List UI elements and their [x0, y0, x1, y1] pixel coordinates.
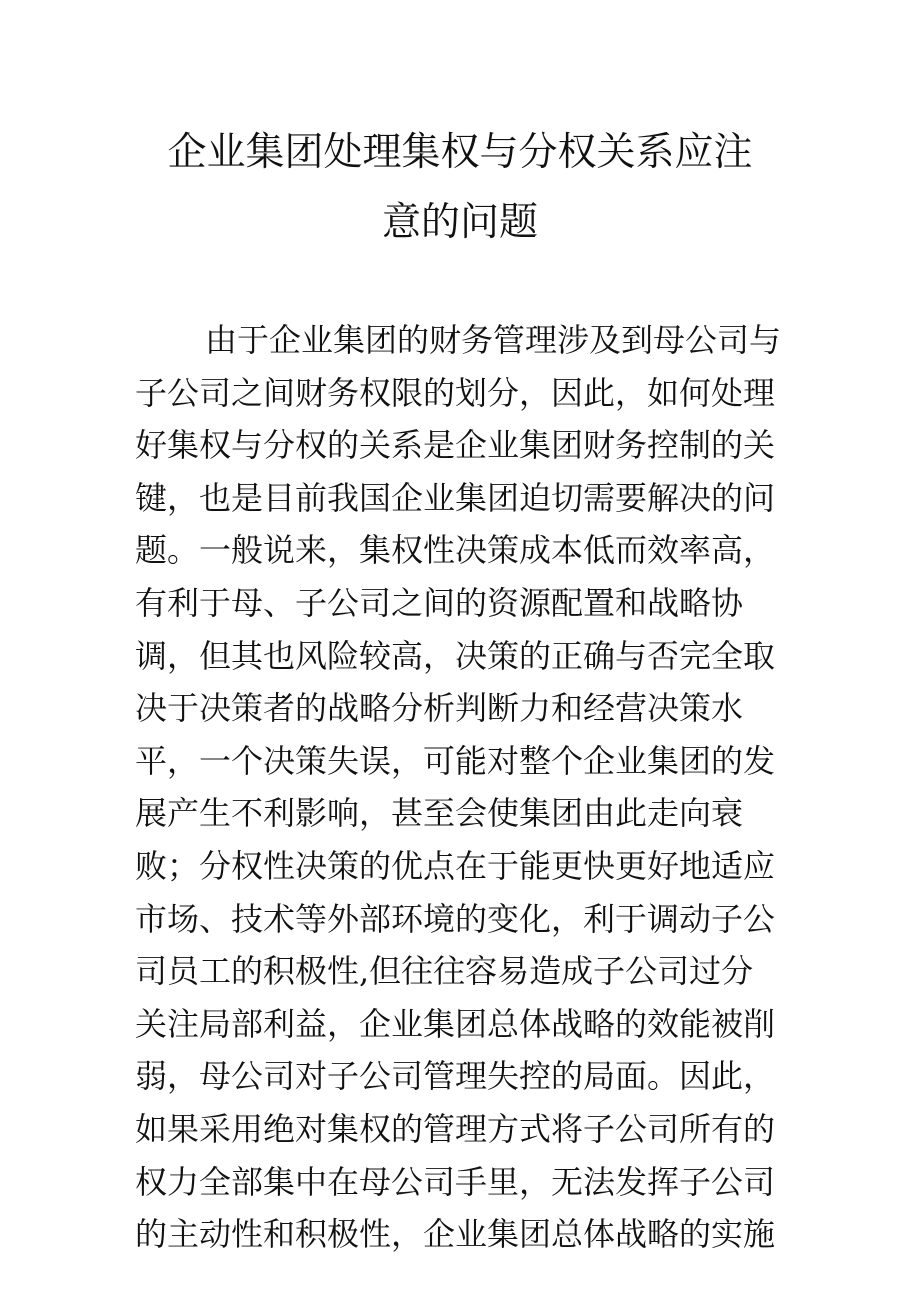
paragraph-line: 键，也是目前我国企业集团迫切需要解决的问	[135, 478, 776, 517]
body-paragraph	[135, 314, 795, 1261]
title-line-2: 意的问题	[381, 200, 538, 245]
paragraph-line: 好集权与分权的关系是企业集团财务控制的关	[135, 426, 776, 465]
paragraph-line: 弱，母公司对子公司管理失控的局面。因此，	[135, 1057, 776, 1096]
paragraph-line: 平，一个决策失误，可能对整个企业集团的发	[135, 741, 776, 780]
paragraph-line: 由于企业集团的财务管理涉及到母公司与	[205, 321, 782, 359]
paragraph-line: 决于决策者的战略分析判断力和经营决策水	[135, 689, 744, 728]
title-line-1: 企业集团处理集权与分权关系应注	[167, 130, 753, 175]
paragraph-line: 关注局部利益，企业集团总体战略的效能被削	[135, 1004, 776, 1043]
paragraph-line: 权力全部集中在母公司手里，无法发挥子公司	[135, 1162, 776, 1201]
paragraph-line: 子公司之间财务权限的划分，因此，如何处理	[135, 373, 776, 412]
paragraph-line: 题。一般说来，集权性决策成本低而效率高，	[135, 531, 776, 570]
paragraph-line: 有利于母、子公司之间的资源配置和战略协	[135, 583, 744, 622]
paragraph-line: 败；分权性决策的优点在于能更快更好地适应	[135, 846, 776, 885]
paragraph-line: 司员工的积极性,但往往容易造成子公司过分	[135, 952, 754, 991]
paragraph-line: 的主动性和积极性，企业集团总体战略的实施	[135, 1215, 776, 1254]
document-title	[130, 118, 790, 258]
paragraph-line: 调，但其也风险较高，决策的正确与否完全取	[135, 636, 776, 675]
paragraph-line: 如果采用绝对集权的管理方式将子公司所有的	[135, 1109, 776, 1148]
paragraph-line: 展产生不利影响，甚至会使集团由此走向衰	[135, 794, 744, 833]
paragraph-line: 市场、技术等外部环境的变化，利于调动子公	[135, 899, 776, 938]
